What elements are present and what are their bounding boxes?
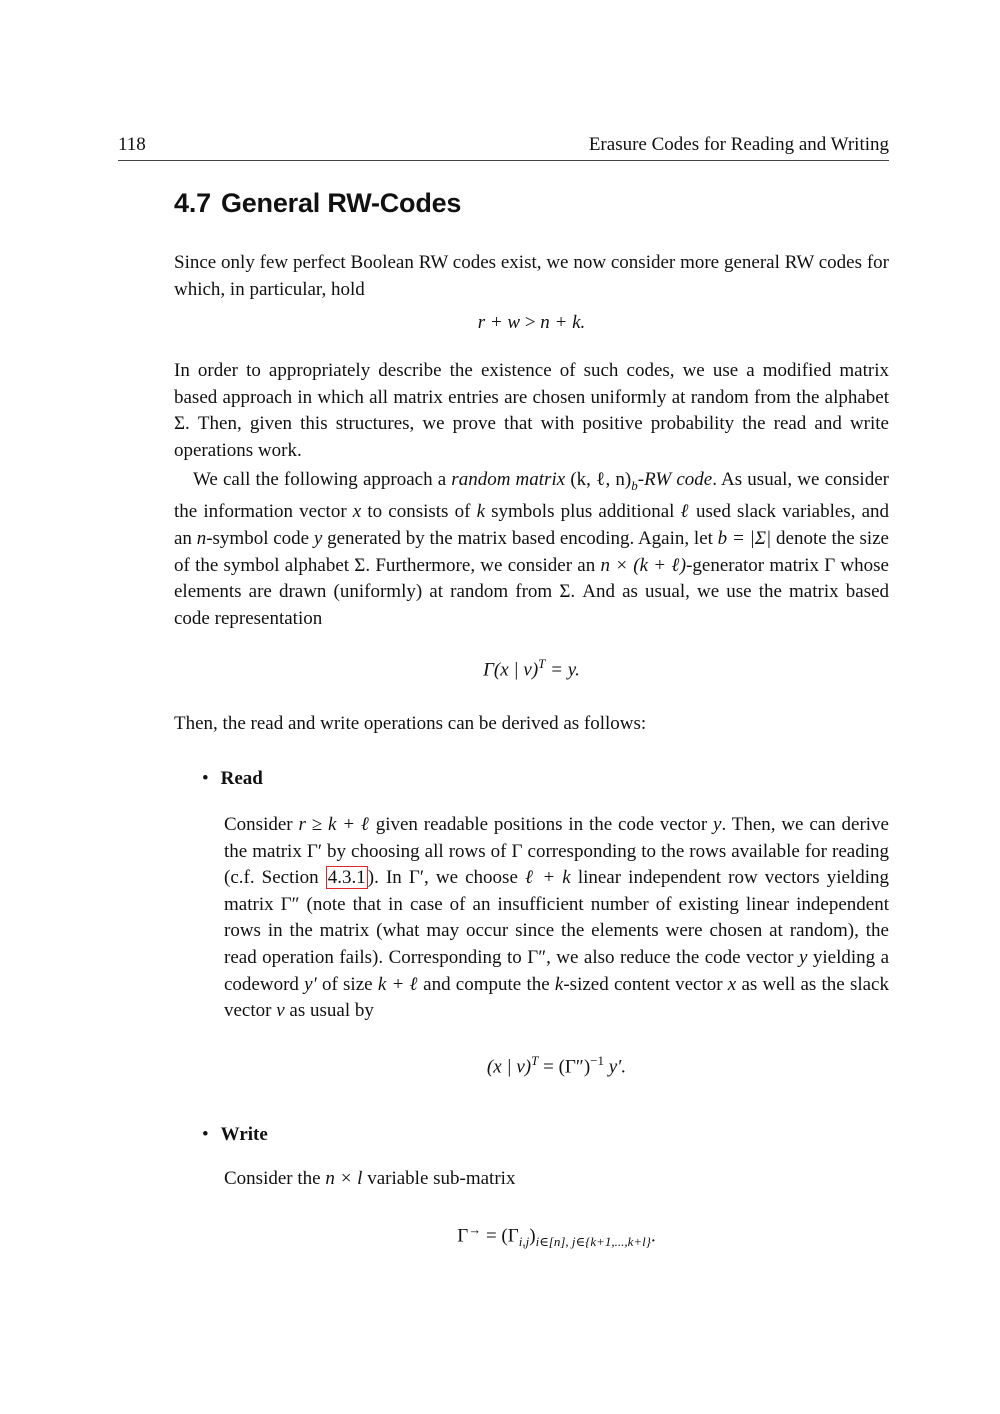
paragraph-intro bbox=[174, 250, 889, 303]
paragraph-read bbox=[224, 812, 889, 1025]
paragraph-text: Then, the read and write operations can be derived as follows: bbox=[174, 713, 647, 734]
equation-encoding: Γ(x | v)$^T$ = y. bbox=[483, 656, 580, 681]
paragraph-text: Consider r ≥ k + ℓ given readable positions in the code vector y. Then, we can derive the matrix Γ′ by choosing all rows of Γ corresponding to the rows available for reading (c.f. Section 4.3.1 ). In Γ′, we choose ℓ + k linear independent row vectors yielding matrix Γ″ (note that in case of an insufficient number of existing linear independent rows in the matrix (what may occur since the elements were chosen at random), the read operation fails). Corresponding to Γ″, we also reduce the code vector y yielding a codeword y′ of size k + ℓ and compute the k-sized content vector x as well as the slack vector v as usual by bbox=[224, 814, 890, 1022]
paragraph-operations-intro bbox=[174, 711, 889, 738]
paragraph-write bbox=[224, 1166, 889, 1193]
paragraph-text: We call the following approach a random matrix (k, ℓ, $n)_b-RW$ code. As usual, we consider the information vector x to consists of k symbols plus additional ℓ used slack variables, and an n-symbol code y generated by the matrix based encoding. Again, let b = |Σ| denote the size of the symbol alphabet Σ. Furthermore, we consider an n × (k + ℓ)-generator matrix Γ whose elements are drawn (uniformly) at random from Σ. And as usual, we use the matrix based code representation bbox=[174, 469, 890, 629]
page-number: 118 bbox=[118, 134, 146, 155]
equation-rw-inequality: r + w > n + k. bbox=[477, 312, 586, 333]
paragraph-approach bbox=[174, 358, 889, 464]
running-header bbox=[118, 132, 889, 161]
section-title: General RW-Codes bbox=[220, 188, 462, 218]
section-heading bbox=[174, 188, 461, 219]
paragraph-text: Consider the n × l variable sub-matrix bbox=[224, 1168, 516, 1189]
bullet-label: Write bbox=[220, 1124, 268, 1145]
paragraph-text: In order to appropriately describe the existence of such codes, we use a modified matrix based approach in which all matrix entries are chosen uniformly at random from the alphabet Σ. Then, given this structures, we prove that with positive probability the read and write operations work. bbox=[174, 360, 889, 461]
section-reference-link[interactable]: 4.3.1 bbox=[327, 867, 366, 889]
equation-decoding: (x | $v)^T = (\Gamma'')^{-1}$ y′. bbox=[486, 1053, 627, 1078]
paragraph-text: Since only few perfect Boolean RW codes exist, we now consider more general RW codes for which, in particular, hold bbox=[174, 252, 889, 300]
bullet-dot: • bbox=[202, 768, 209, 789]
bullet-dot: • bbox=[202, 1124, 209, 1145]
bullet-label: Read bbox=[220, 768, 263, 789]
section-number: 4.7 bbox=[174, 188, 211, 218]
running-title: Erasure Codes for Reading and Writing bbox=[588, 134, 889, 155]
equation-submatrix: $\Gamma^\to = (\Gamma_{i,j})_{i\in[n], j\in\{k+1,...,k+l\}}$. bbox=[457, 1222, 656, 1250]
paragraph-definition bbox=[174, 467, 889, 632]
bullet-write bbox=[202, 1124, 268, 1146]
bullet-read bbox=[202, 768, 263, 790]
